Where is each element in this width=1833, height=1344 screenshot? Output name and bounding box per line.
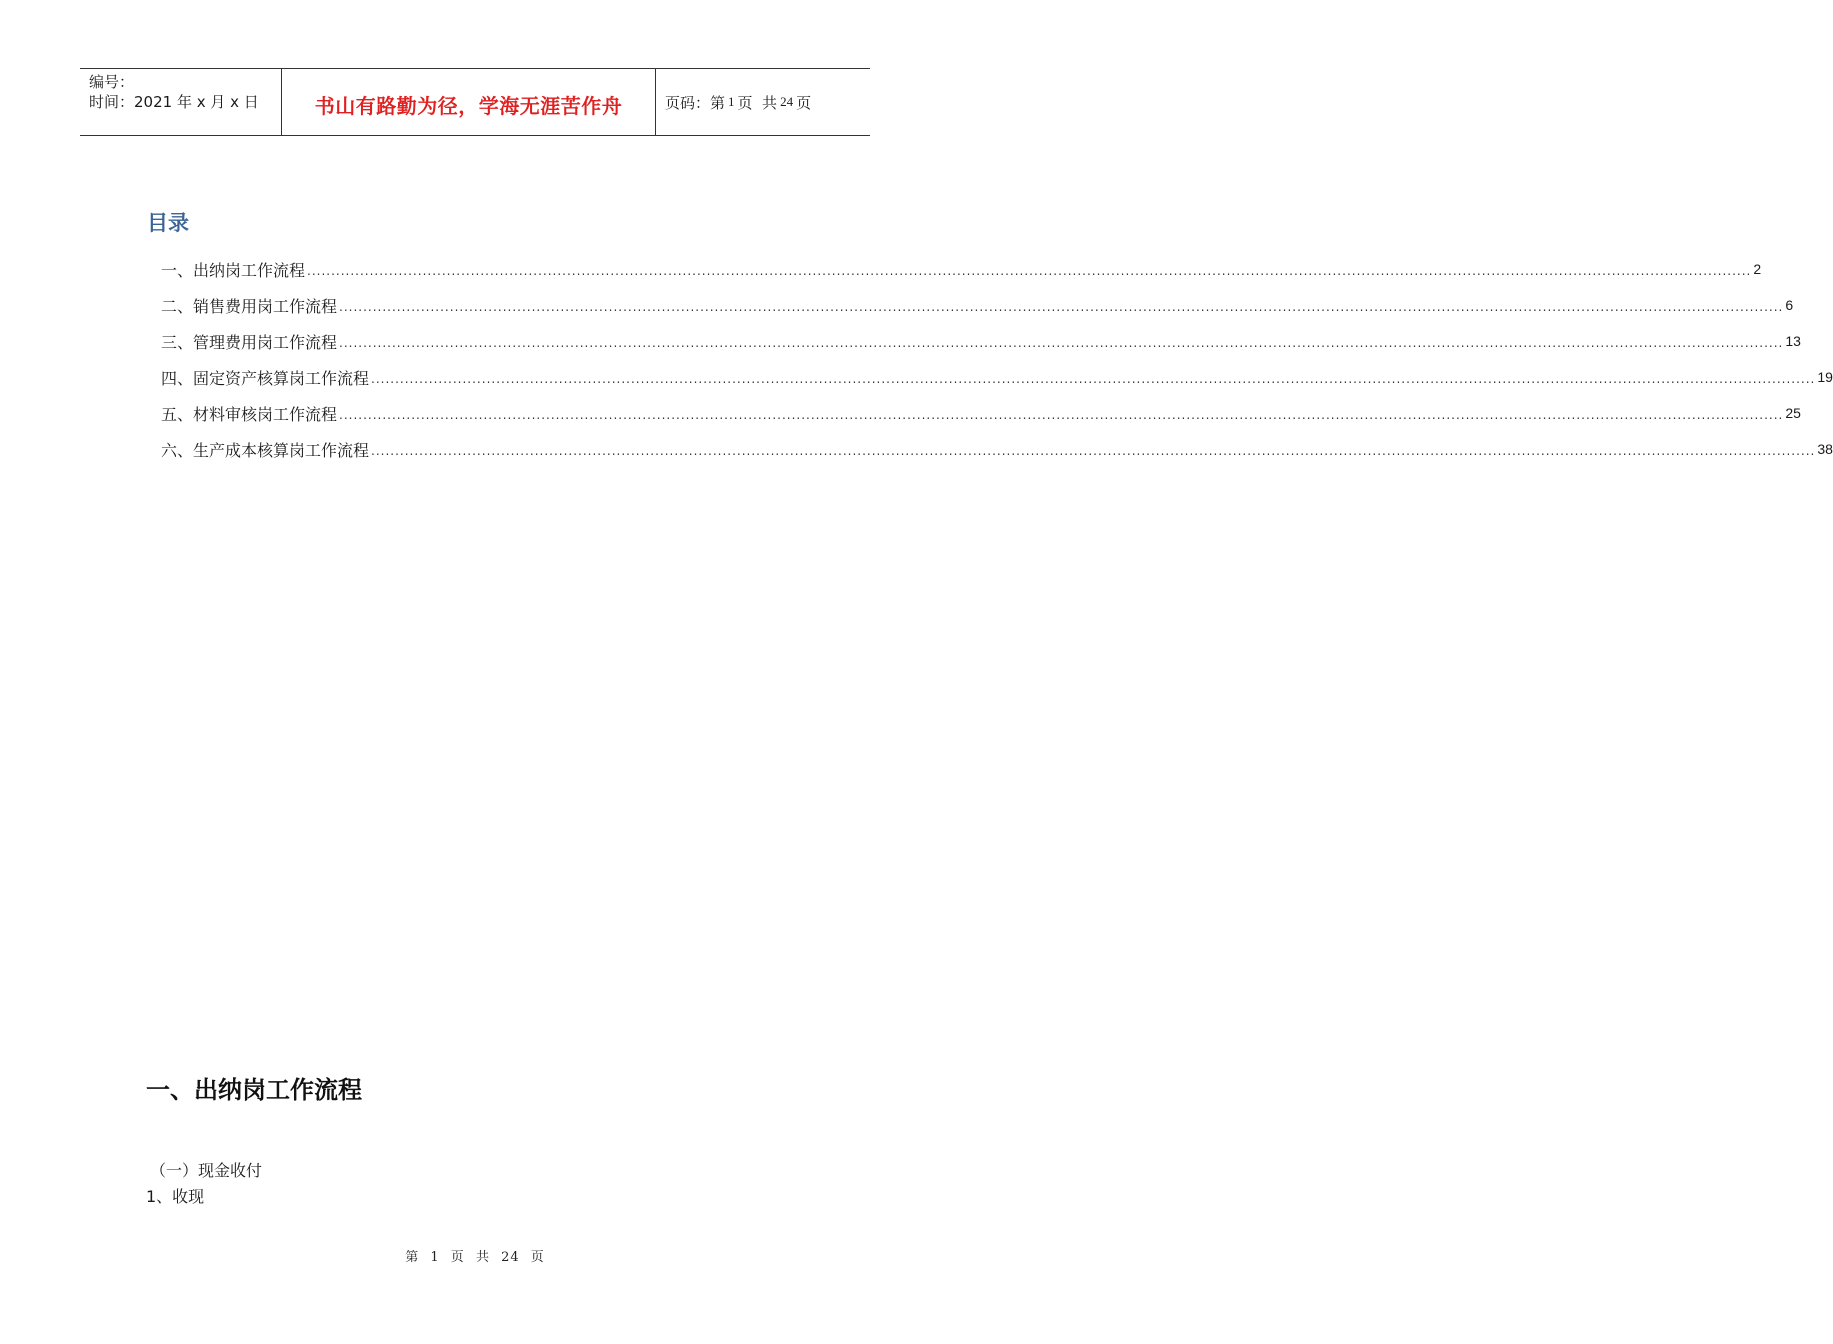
toc-item[interactable] xyxy=(161,323,1801,359)
toc-item-page: 6 xyxy=(1785,297,1794,313)
header-meta xyxy=(80,69,282,135)
page-prefix: 页码：第 xyxy=(665,93,726,112)
footer-current: 1 xyxy=(430,1250,440,1265)
page-footer xyxy=(0,1246,950,1265)
document-header xyxy=(80,68,870,136)
page-mid: 页 共 xyxy=(737,93,778,112)
toc-item-page: 19 xyxy=(1817,369,1833,385)
toc-leader-dots: ............................................................................................................................................................................................................................................................................................................ xyxy=(339,408,1784,422)
subsection-heading: （一）现金收付 xyxy=(150,1161,263,1180)
item-heading: 1、收现 xyxy=(146,1187,205,1206)
header-motto-cell xyxy=(282,69,656,135)
serial-label: 编号： xyxy=(89,73,135,91)
toc-item-page: 2 xyxy=(1753,261,1762,277)
footer-p3: 共 xyxy=(475,1250,490,1265)
toc-item-label: 二、销售费用岗工作流程 xyxy=(161,296,338,316)
toc-item-label: 四、固定资产核算岗工作流程 xyxy=(161,368,370,388)
toc-item-page: 25 xyxy=(1785,405,1801,421)
time-label: 时间：2021 年 x 月 x 日 xyxy=(89,93,259,111)
footer-p1: 第 xyxy=(405,1250,420,1265)
header-page-info xyxy=(656,69,870,135)
footer-p2: 页 xyxy=(450,1250,465,1265)
toc-item[interactable] xyxy=(161,431,1833,467)
toc-item[interactable] xyxy=(161,251,1762,287)
toc-leader-dots: ............................................................................................................................................................................................................................................................................................................ xyxy=(371,372,1816,386)
footer-p4: 页 xyxy=(530,1250,545,1265)
page-total: 24 xyxy=(780,94,794,109)
toc-item-page: 38 xyxy=(1817,441,1833,457)
header-motto: 书山有路勤为径，学海无涯苦作舟 xyxy=(314,93,623,118)
toc-item-page: 13 xyxy=(1785,333,1801,349)
toc-leader-dots: ............................................................................................................................................................................................................................................................................................................ xyxy=(307,264,1752,278)
toc-item-label: 五、材料审核岗工作流程 xyxy=(161,404,338,424)
toc-leader-dots: ............................................................................................................................................................................................................................................................................................................ xyxy=(339,336,1784,350)
toc-item-label: 一、出纳岗工作流程 xyxy=(161,260,306,280)
page-current: 1 xyxy=(728,94,735,109)
page-suffix: 页 xyxy=(796,93,812,112)
toc-leader-dots: ............................................................................................................................................................................................................................................................................................................ xyxy=(371,444,1816,458)
toc-list xyxy=(161,251,1833,467)
toc-item-label: 六、生产成本核算岗工作流程 xyxy=(161,440,370,460)
section-heading: 一、出纳岗工作流程 xyxy=(146,1076,362,1104)
toc-item-label: 三、管理费用岗工作流程 xyxy=(161,332,338,352)
footer-total: 24 xyxy=(501,1250,520,1265)
toc-item[interactable] xyxy=(161,359,1833,395)
toc-item[interactable] xyxy=(161,287,1794,323)
toc-title: 目录 xyxy=(147,211,189,235)
toc-leader-dots: ............................................................................................................................................................................................................................................................................................................ xyxy=(339,300,1784,314)
toc-item[interactable] xyxy=(161,395,1801,431)
